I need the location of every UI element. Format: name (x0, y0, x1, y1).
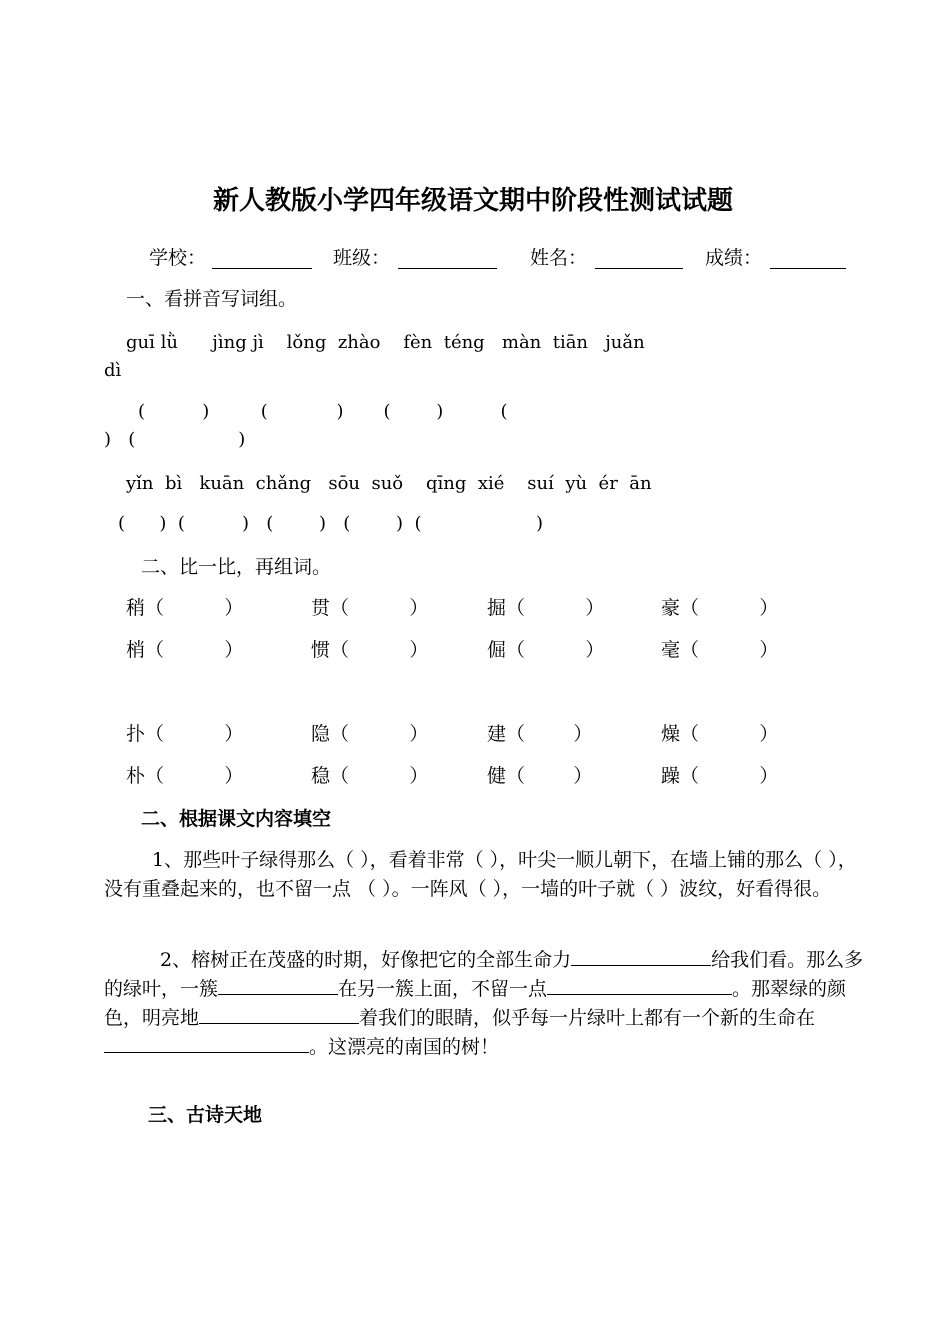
answer-blank[interactable] (547, 975, 732, 995)
compare-item[interactable]: 建（ ） (487, 723, 593, 745)
q2-text: 给我们看。那么多的绿叶，一簇 (104, 949, 864, 1000)
answer-blank[interactable] (218, 975, 338, 995)
school-blank[interactable] (212, 249, 312, 269)
compare-item[interactable]: 稳（ ） (311, 765, 429, 787)
q2-text: 着我们的眼睛，似乎每一片绿叶上都有一个新的生命在 (359, 1007, 816, 1029)
compare-item[interactable]: 朴（ ） (126, 765, 244, 787)
name-blank[interactable] (595, 249, 683, 269)
question-2 (104, 946, 864, 1062)
compare-item[interactable]: 健（ ） (487, 765, 593, 787)
answer-brackets[interactable]: ) ( ) (104, 429, 246, 450)
answer-blank[interactable] (104, 1033, 309, 1053)
pinyin-line: yǐn bì kuān chǎng sōu suǒ qīng xié suí yù ér ān (126, 473, 652, 494)
score-blank[interactable] (770, 249, 846, 269)
compare-item[interactable]: 豪（ ） (661, 597, 779, 619)
compare-item[interactable]: 燥（ ） (661, 723, 779, 745)
q2-text: 在另一簇上面，不留一点 (338, 978, 548, 1000)
compare-item[interactable]: 隐（ ） (311, 723, 429, 745)
q2-text: 。这漂亮的南国的树！ (309, 1036, 500, 1058)
compare-item[interactable]: 躁（ ） (661, 765, 779, 787)
compare-item[interactable]: 扑（ ） (126, 723, 244, 745)
q2-text: 2、榕树正在茂盛的时期，好像把它的全部生命力 (160, 949, 572, 971)
pinyin-line: guī lǜ jìng jì lǒng zhào fèn téng màn tiān juǎn (126, 332, 645, 353)
answer-blank[interactable] (571, 946, 711, 966)
score-label: 成绩： (705, 247, 763, 269)
compare-item[interactable]: 惯（ ） (311, 639, 429, 661)
answer-brackets[interactable]: ( ) ( ) ( ) ( ) ( ) (118, 513, 543, 534)
compare-item[interactable]: 梢（ ） (126, 639, 244, 661)
school-label: 学校： (149, 247, 207, 269)
compare-item[interactable]: 掘（ ） (487, 597, 605, 619)
class-blank[interactable] (398, 249, 497, 269)
compare-item[interactable]: 稍（ ） (126, 597, 244, 619)
answer-blank[interactable] (199, 1004, 359, 1024)
answer-brackets[interactable]: ( ) ( ) ( ) ( (138, 401, 508, 422)
section-heading: 二、根据课文内容填空 (141, 808, 332, 830)
page-title: 新人教版小学四年级语文期中阶段性测试试题 (213, 186, 734, 216)
name-label: 姓名： (530, 247, 588, 269)
class-label: 班级： (333, 247, 391, 269)
section-heading: 一、看拼音写词组。 (126, 288, 298, 310)
compare-item[interactable]: 毫（ ） (661, 639, 779, 661)
compare-item[interactable]: 倔（ ） (487, 639, 605, 661)
section-heading: 二、比一比，再组词。 (141, 556, 332, 578)
compare-item[interactable]: 贯（ ） (311, 597, 429, 619)
q2-text: 。那翠绿的颜色，明亮地 (104, 978, 847, 1029)
section-heading: 三、古诗天地 (148, 1104, 263, 1126)
pinyin-line-wrap: dì (104, 360, 122, 381)
question-1[interactable]: 1、那些叶子绿得那么（ ），看着非常（ ），叶尖一顺儿朝下，在墙上铺的那么（ ），没有重叠起来的，也不留一点 （ ）。一阵风（ ），一墙的叶子就（ ）波纹，好看得很。 (104, 849, 857, 900)
